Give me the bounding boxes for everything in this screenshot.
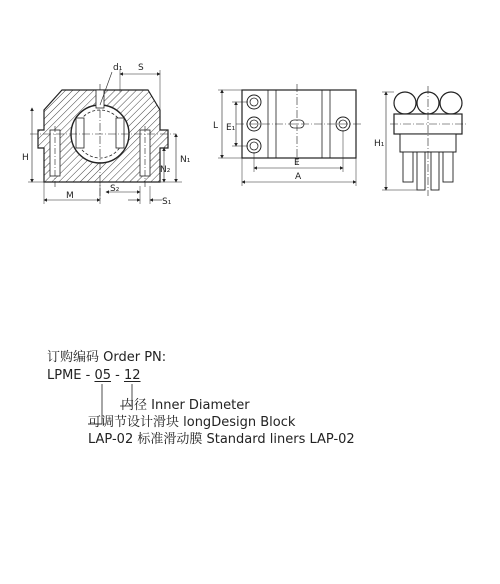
- label-a: A: [295, 172, 302, 182]
- order-code-diameter: 05: [94, 368, 112, 383]
- label-n2: N₂: [160, 165, 171, 175]
- label-m: M: [66, 191, 74, 201]
- legend-design-block: 可调节设计滑块 longDesign Block: [88, 415, 296, 430]
- label-d1: d₁: [113, 63, 123, 73]
- label-h1: H₁: [374, 139, 385, 149]
- label-e1: E₁: [226, 123, 236, 133]
- label-h: H: [22, 153, 29, 163]
- order-code-design: 12: [123, 368, 141, 383]
- order-code-prefix: LPME -: [47, 368, 95, 383]
- label-l: L: [213, 121, 219, 131]
- label-n1: N₁: [180, 155, 191, 165]
- label-e: E: [294, 158, 300, 168]
- label-s1: S₁: [162, 197, 172, 207]
- legend-standard-liners: LAP-02 标准滑动膜 Standard liners LAP-02: [88, 432, 355, 447]
- order-pn-title: 订购编码 Order PN:: [47, 350, 167, 365]
- label-s2: S₂: [110, 184, 120, 194]
- legend-inner-diameter: 内径 Inner Diameter: [121, 398, 250, 413]
- label-s: S: [138, 63, 144, 73]
- order-code-separator: -: [111, 368, 124, 383]
